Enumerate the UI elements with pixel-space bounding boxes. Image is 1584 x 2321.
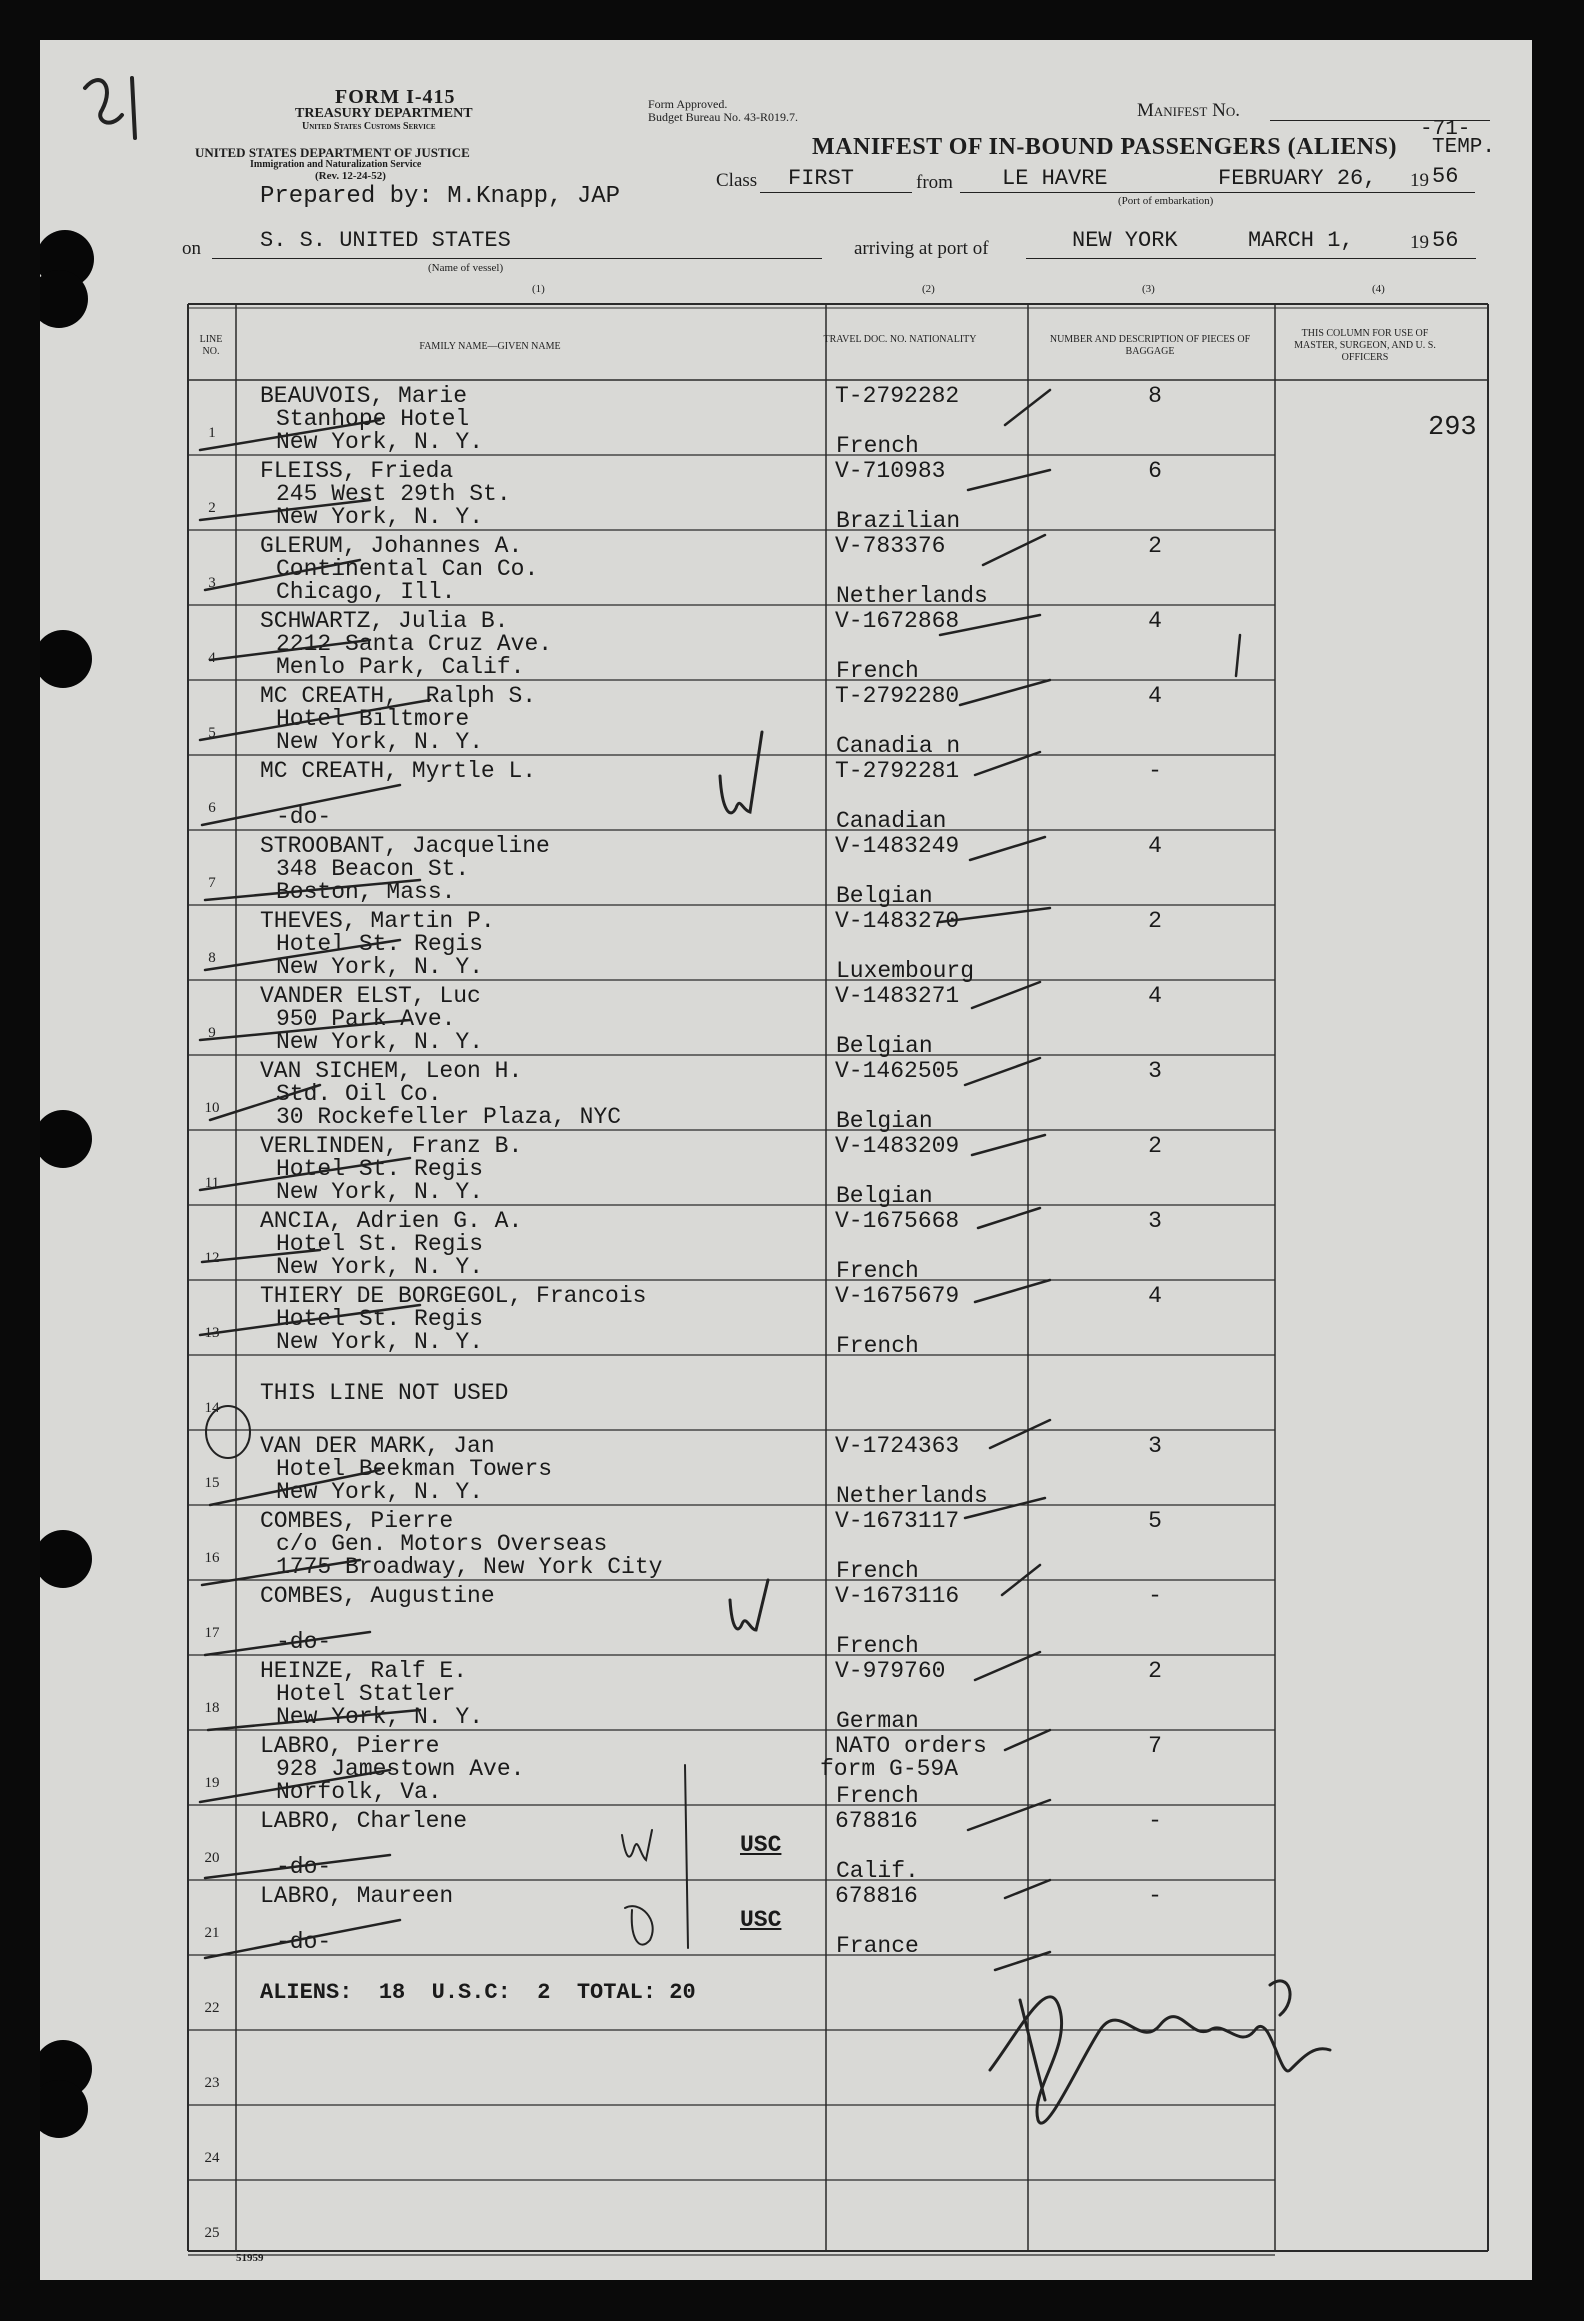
vessel-name: S. S. UNITED STATES [260, 228, 511, 253]
address-line1: Continental Can Co. [276, 556, 539, 582]
travel-doc-number: V-1724363 [835, 1433, 960, 1459]
customs-service: United States Customs Service [302, 121, 436, 132]
address-line1: Hotel Beekman Towers [276, 1456, 553, 1482]
justice-dept: UNITED STATES DEPARTMENT OF JUSTICE [195, 145, 470, 160]
passenger-name: FLEISS, Frieda [260, 458, 454, 484]
class-value: FIRST [788, 166, 855, 191]
passenger-name: GLERUM, Johannes A. [260, 533, 523, 559]
nationality: French [836, 658, 919, 684]
header-family-name: FAMILY NAME—GIVEN NAME [419, 341, 561, 352]
vessel-caption: (Name of vessel) [428, 262, 504, 274]
travel-doc-number: 678816 [835, 1808, 918, 1834]
nationality: Belgian [836, 1033, 933, 1059]
address-line1: Stanhope Hotel [276, 406, 470, 432]
line-number: 10 [204, 1100, 220, 1116]
line-number: 22 [204, 2000, 220, 2016]
usc-mark: USC [740, 1907, 782, 1933]
line-number: 18 [204, 1700, 220, 1716]
address-line2: New York, N. Y. [276, 1029, 484, 1055]
address-line1: Hotel St. Regis [276, 931, 484, 957]
baggage-count: 4 [1148, 1283, 1162, 1309]
baggage-count: 4 [1148, 983, 1162, 1009]
line-number: 6 [208, 800, 216, 816]
nationality: Belgian [836, 883, 933, 909]
handwritten-annotations [40, 40, 1532, 2280]
travel-doc-number: V-979760 [835, 1658, 946, 1684]
travel-doc-number: V-1673117 [835, 1508, 960, 1534]
travel-doc-number: NATO orders [835, 1733, 987, 1759]
approved-line1: Form Approved. [648, 97, 728, 111]
baggage-count: 7 [1148, 1733, 1162, 1759]
from-value: LE HAVRE [1002, 166, 1108, 191]
address-line1: Hotel Statler [276, 1681, 456, 1707]
nationality: French [836, 1333, 919, 1359]
baggage-count: 4 [1148, 608, 1162, 634]
passenger-name: THEVES, Martin P. [260, 908, 495, 934]
sheet-number: 293 [1428, 413, 1477, 443]
nationality: Calif. [836, 1858, 919, 1884]
nationality: Brazilian [836, 508, 961, 534]
address-line1: Hotel St. Regis [276, 1156, 484, 1182]
line-number: 5 [208, 725, 216, 741]
embark-date: FEBRUARY 26, [1218, 166, 1377, 191]
address-line2: New York, N. Y. [276, 504, 484, 530]
address-line1: Std. Oil Co. [276, 1081, 442, 1107]
ins-service: Immigration and Naturalization Service [250, 159, 422, 170]
line-number: 14 [204, 1400, 220, 1416]
nationality: Luxembourg [836, 958, 975, 984]
address-line2: -do- [276, 804, 332, 830]
address-line2: New York, N. Y. [276, 729, 484, 755]
passenger-name: VAN SICHEM, Leon H. [260, 1058, 523, 1084]
travel-doc-number: T-2792282 [835, 383, 960, 409]
baggage-count: - [1148, 1583, 1162, 1609]
address-line1: Hotel St. Regis [276, 1231, 484, 1257]
baggage-count: - [1148, 1808, 1162, 1834]
col1-number: (1) [532, 283, 545, 295]
address-line2: New York, N. Y. [276, 429, 484, 455]
line-number: 17 [204, 1625, 220, 1641]
line-number: 12 [204, 1250, 220, 1266]
line-number: 13 [204, 1325, 220, 1341]
baggage-count: 5 [1148, 1508, 1162, 1534]
line-number: 3 [208, 575, 216, 591]
travel-doc-number: T-2792280 [835, 683, 960, 709]
revision: (Rev. 12-24-52) [315, 170, 386, 182]
nationality: German [836, 1708, 919, 1734]
line-number: 11 [204, 1175, 220, 1191]
nationality: Belgian [836, 1183, 933, 1209]
footer-code: 51959 [236, 2252, 264, 2264]
passenger-name: VAN DER MARK, Jan [260, 1433, 495, 1459]
travel-doc-number: V-1675668 [835, 1208, 960, 1234]
arrival-port: NEW YORK [1072, 228, 1178, 253]
address-line1: c/o Gen. Motors Overseas [276, 1531, 608, 1557]
line-number: 21 [204, 1925, 220, 1941]
col2-number: (2) [922, 283, 935, 295]
baggage-count: 3 [1148, 1058, 1162, 1084]
passenger-name: LABRO, Charlene [260, 1808, 468, 1834]
passenger-name: MC CREATH, Myrtle L. [260, 758, 537, 784]
address-line2: 1775 Broadway, New York City [276, 1554, 663, 1580]
line-number: 16 [204, 1550, 220, 1566]
address-line2: -do- [276, 1629, 332, 1655]
manifest-page [40, 40, 1532, 2280]
address-line2: New York, N. Y. [276, 1179, 484, 1205]
nationality: Netherlands [836, 1483, 988, 1509]
prepared-by: Prepared by: M.Knapp, JAP [260, 183, 621, 210]
travel-doc-number: V-710983 [835, 458, 946, 484]
line-number: 8 [208, 950, 216, 966]
passenger-name: LABRO, Pierre [260, 1733, 440, 1759]
passenger-name: VANDER ELST, Luc [260, 983, 481, 1009]
address-line2: New York, N. Y. [276, 1704, 484, 1730]
travel-doc-line2: form G-59A [820, 1756, 959, 1782]
address-line1: 2212 Santa Cruz Ave. [276, 631, 553, 657]
manifest-no-label: Manifest No. [1137, 100, 1240, 121]
travel-doc-number: V-1483271 [835, 983, 960, 1009]
passenger-name: COMBES, Pierre [260, 1508, 454, 1534]
travel-doc-number: V-1672868 [835, 608, 960, 634]
passenger-name: SCHWARTZ, Julia B. [260, 608, 509, 634]
approved-line2: Budget Bureau No. 43-R019.7. [648, 110, 798, 124]
nationality: French [836, 433, 919, 459]
line-number: 2 [208, 500, 216, 516]
header-line-no: LINE NO. [199, 334, 223, 357]
nationality: French [836, 1558, 919, 1584]
header-officers: THIS COLUMN FOR USE OF MASTER, SURGEON, AND U. S. OFFICERS [1294, 328, 1436, 363]
from-label: from [916, 172, 953, 193]
address-line1: 245 West 29th St. [276, 481, 511, 507]
col4-number: (4) [1372, 283, 1385, 295]
nationality: France [836, 1933, 919, 1959]
passenger-name: MC CREATH, Ralph S. [260, 683, 537, 709]
address-line2: Menlo Park, Calif. [276, 654, 525, 680]
baggage-count: - [1148, 1883, 1162, 1909]
travel-doc-number: V-1483209 [835, 1133, 960, 1159]
address-line2: Chicago, Ill. [276, 579, 456, 605]
nationality: French [836, 1258, 919, 1284]
address-line1: 950 Park Ave. [276, 1006, 456, 1032]
travel-doc-number: V-1483249 [835, 833, 960, 859]
form-number: FORM I-415 [335, 86, 456, 108]
col3-number: (3) [1142, 283, 1155, 295]
line-number: 9 [208, 1025, 216, 1041]
address-line2: 30 Rockefeller Plaza, NYC [276, 1104, 622, 1130]
address-line1: Hotel St. Regis [276, 1306, 484, 1332]
address-line1: Hotel Biltmore [276, 706, 470, 732]
travel-doc-number: 678816 [835, 1883, 918, 1909]
baggage-count: 2 [1148, 908, 1162, 934]
embark-year: 56 [1432, 164, 1459, 189]
nationality: Canadian [836, 808, 947, 834]
line-number: 7 [208, 875, 216, 891]
nationality: Netherlands [836, 583, 988, 609]
class-label: Class [716, 170, 758, 191]
port-caption: (Port of embarkation) [1118, 195, 1214, 207]
passenger-name: ANCIA, Adrien G. A. [260, 1208, 523, 1234]
arrival-year-prefix: 19 [1410, 232, 1429, 253]
line-number: 1 [208, 425, 216, 441]
baggage-count: 8 [1148, 383, 1162, 409]
address-line2: Boston, Mass. [276, 879, 456, 905]
address-line2: New York, N. Y. [276, 954, 484, 980]
travel-doc-number: V-783376 [835, 533, 946, 559]
nationality: French [836, 1633, 919, 1659]
travel-doc-number: V-1675679 [835, 1283, 960, 1309]
manifest-title: MANIFEST OF IN-BOUND PASSENGERS (ALIENS) [812, 134, 1397, 160]
passenger-name: ALIENS: 18 U.S.C: 2 TOTAL: 20 [260, 1980, 696, 2005]
passenger-name: THIS LINE NOT USED [260, 1380, 509, 1406]
passenger-name: VERLINDEN, Franz B. [260, 1133, 523, 1159]
baggage-count: 2 [1148, 1658, 1162, 1684]
arriving-label: arriving at port of [854, 238, 989, 259]
baggage-count: 6 [1148, 458, 1162, 484]
header-travel-doc: TRAVEL DOC. NO. NATIONALITY [823, 334, 977, 345]
arrival-year: 56 [1432, 228, 1459, 253]
passenger-name: LABRO, Maureen [260, 1883, 454, 1909]
header-baggage: NUMBER AND DESCRIPTION OF PIECES OF BAGGAGE [1049, 334, 1251, 357]
baggage-count: - [1148, 758, 1162, 784]
line-number: 24 [204, 2150, 220, 2166]
passenger-name: BEAUVOIS, Marie [260, 383, 468, 409]
line-number: 19 [204, 1775, 220, 1791]
address-line2: New York, N. Y. [276, 1329, 484, 1355]
nationality: Canadia n [836, 733, 961, 759]
travel-doc-number: T-2792281 [835, 758, 960, 784]
address-line2: Norfolk, Va. [276, 1779, 442, 1805]
baggage-count: 4 [1148, 833, 1162, 859]
address-line2: -do- [276, 1929, 332, 1955]
year-prefix: 19 [1410, 170, 1429, 191]
usc-mark: USC [740, 1832, 782, 1858]
address-line2: New York, N. Y. [276, 1479, 484, 1505]
line-number: 4 [208, 650, 216, 666]
address-line1: 928 Jamestown Ave. [276, 1756, 525, 1782]
line-number: 20 [204, 1850, 220, 1866]
passenger-name: THIERY DE BORGEGOL, Francois [260, 1283, 647, 1309]
on-label: on [182, 238, 201, 259]
travel-doc-number: V-1483270 [835, 908, 960, 934]
address-line2: New York, N. Y. [276, 1254, 484, 1280]
line-number: 15 [204, 1475, 220, 1491]
baggage-count: 3 [1148, 1433, 1162, 1459]
travel-doc-number: V-1673116 [835, 1583, 960, 1609]
nationality: French [836, 1783, 919, 1809]
treasury-dept: TREASURY DEPARTMENT [295, 106, 473, 121]
baggage-count: 3 [1148, 1208, 1162, 1234]
travel-doc-number: V-1462505 [835, 1058, 960, 1084]
address-line1: 348 Beacon St. [276, 856, 470, 882]
address-line2: -do- [276, 1854, 332, 1880]
line-number: 25 [204, 2225, 220, 2241]
passenger-name: COMBES, Augustine [260, 1583, 495, 1609]
temp-label: TEMP. [1432, 136, 1496, 159]
manifest-no-value: -71- [1420, 118, 1471, 141]
baggage-count: 2 [1148, 1133, 1162, 1159]
passenger-name: STROOBANT, Jacqueline [260, 833, 550, 859]
nationality: Belgian [836, 1108, 933, 1134]
baggage-count: 2 [1148, 533, 1162, 559]
arrival-date: MARCH 1, [1248, 228, 1354, 253]
baggage-count: 4 [1148, 683, 1162, 709]
passenger-name: HEINZE, Ralf E. [260, 1658, 468, 1684]
line-number: 23 [204, 2075, 220, 2091]
